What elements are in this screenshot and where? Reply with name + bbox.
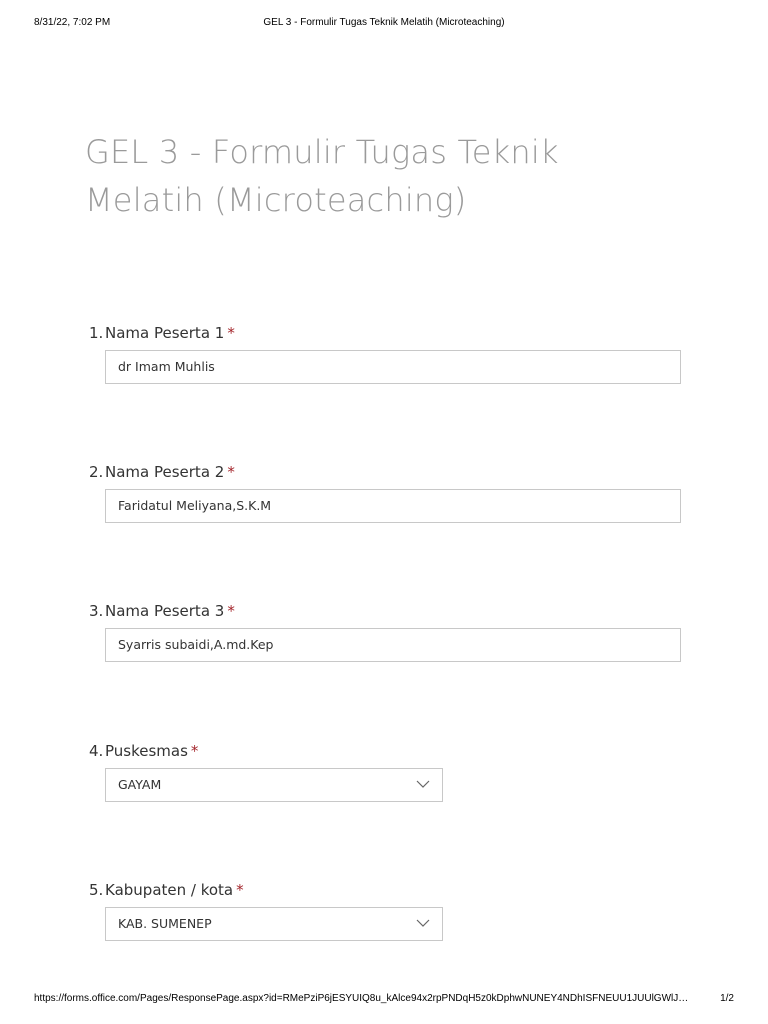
print-page-title: GEL 3 - Formulir Tugas Teknik Melatih (Microteaching) (263, 17, 505, 28)
print-datetime: 8/31/22, 7:02 PM (34, 17, 111, 28)
question-label (89, 322, 689, 344)
required-marker: * (227, 463, 235, 481)
question-kabupaten-kota (89, 879, 689, 931)
required-marker: * (236, 881, 244, 899)
question-label (89, 461, 689, 483)
question-title: Nama Peserta 2 (105, 463, 225, 481)
question-number: 2. (89, 463, 104, 481)
question-nama-peserta-2 (89, 461, 689, 513)
nama-peserta-3-input[interactable]: Syarris subaidi,A.md.Kep (105, 628, 681, 662)
kabupaten-kota-dropdown[interactable] (105, 907, 443, 941)
question-title: Puskesmas (105, 742, 188, 760)
question-title: Nama Peserta 1 (105, 324, 225, 342)
chevron-down-icon (416, 779, 430, 789)
question-nama-peserta-3 (89, 600, 689, 652)
question-number: 4. (89, 742, 104, 760)
dropdown-selected-value: GAYAM (118, 777, 162, 792)
question-label (89, 879, 689, 901)
question-number: 3. (89, 602, 104, 620)
print-footer (0, 993, 768, 1007)
form-title: GEL 3 - Formulir Tugas Teknik Melatih (Microteaching) (85, 133, 559, 219)
chevron-down-icon (416, 918, 430, 928)
question-puskesmas (89, 740, 689, 792)
nama-peserta-2-input[interactable]: Faridatul Meliyana,S.K.M (105, 489, 681, 523)
required-marker: * (227, 324, 235, 342)
required-marker: * (227, 602, 235, 620)
question-nama-peserta-1 (89, 322, 689, 374)
question-number: 5. (89, 881, 104, 899)
print-header (0, 17, 768, 31)
print-page-number: 1/2 (720, 993, 734, 1004)
dropdown-selected-value: KAB. SUMENEP (118, 916, 212, 931)
question-title: Kabupaten / kota (105, 881, 234, 899)
print-url: https://forms.office.com/Pages/ResponsePage.aspx?id=RMePziP6jESYUIQ8u_kAlce94x2rpPNDqH5z0kDphwNUNEY4NDhISFNEUU1JUUlGWlJ… (34, 993, 689, 1004)
required-marker: * (190, 742, 199, 760)
question-label (89, 600, 689, 622)
question-number: 1. (89, 324, 104, 342)
question-label (89, 740, 689, 762)
puskesmas-dropdown[interactable] (105, 768, 443, 802)
question-title: Nama Peserta 3 (105, 602, 225, 620)
nama-peserta-1-input[interactable]: dr Imam Muhlis (105, 350, 681, 384)
